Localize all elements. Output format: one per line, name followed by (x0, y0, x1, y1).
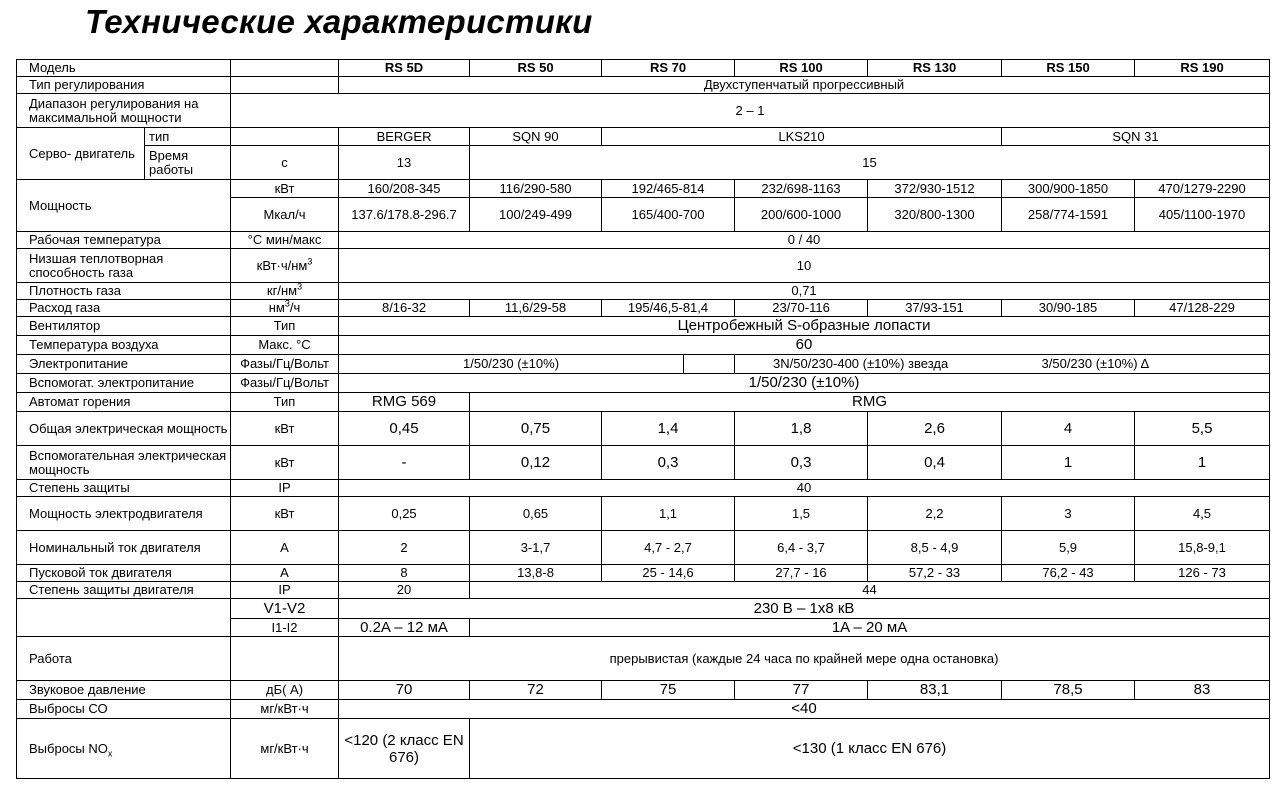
value-cell: 165/400-700 (602, 198, 735, 232)
regulation-type-row (17, 77, 1270, 94)
unit-cell: кВт (231, 180, 339, 198)
value-cell: 5,9 (1002, 531, 1135, 565)
value-cell: прерывистая (каждые 24 часа по крайней мере одна остановка) (339, 637, 1270, 681)
row-label: Тип регулирования (17, 77, 231, 94)
value-cell: 0,75 (470, 412, 602, 446)
header-row (17, 60, 1270, 77)
value-cell: 40 (339, 480, 1270, 497)
value-cell: 137.6/178.8-296.7 (339, 198, 470, 232)
value-cell: 78,5 (1002, 681, 1135, 700)
value-cell: 230 В – 1х8 кВ (339, 599, 1270, 619)
value-cell: 160/208-345 (339, 180, 470, 198)
unit-cell: Фазы/Гц/Вольт (231, 355, 339, 374)
model-header: RS 150 (1002, 60, 1135, 77)
value-cell: BERGER (339, 128, 470, 146)
value-cell: 20 (339, 582, 470, 599)
value-cell: 3-1,7 (470, 531, 602, 565)
value-cell: 76,2 - 43 (1002, 565, 1135, 582)
sound-row (17, 681, 1270, 700)
unit-cell: Тип (231, 393, 339, 412)
sub-label: Время работы (145, 146, 231, 180)
model-header: RS 50 (470, 60, 602, 77)
value-cell: 47/128-229 (1135, 300, 1270, 317)
unit-cell: А (231, 531, 339, 565)
value-cell: Центробежный S-образные лопасти (339, 317, 1270, 336)
total-power-row (17, 412, 1270, 446)
value-cell: 1,1 (602, 497, 735, 531)
value-cell: 57,2 - 33 (868, 565, 1002, 582)
unit-text: нм (268, 300, 285, 315)
power-supply-row (17, 355, 1270, 374)
row-label: Степень защиты двигателя (17, 582, 231, 599)
model-header: RS 5D (339, 60, 470, 77)
value-cell: Двухступенчатый прогрессивный (339, 77, 1270, 94)
value-cell: 232/698-1163 (735, 180, 868, 198)
gas-density-row (17, 283, 1270, 300)
unit-text: кВт·ч/нм (256, 257, 308, 273)
value-cell: 1/50/230 (±10%) (339, 374, 1270, 393)
value-cell: 100/249-499 (470, 198, 602, 232)
value-cell: SQN 90 (470, 128, 602, 146)
page-title: Технические характеристики (85, 3, 593, 40)
work-temp-row (17, 232, 1270, 249)
value-cell: 15,8-9,1 (1135, 531, 1270, 565)
value-cell: 8,5 - 4,9 (868, 531, 1002, 565)
value-cell: 6,4 - 3,7 (735, 531, 868, 565)
unit-cell (231, 637, 339, 681)
gas-flow-row (17, 300, 1270, 317)
value-cell: 30/90-185 (1002, 300, 1135, 317)
value-text: 1/50/230 (±10%) (463, 356, 560, 371)
value-cell: 0,45 (339, 412, 470, 446)
value-cell: 2,6 (868, 412, 1002, 446)
model-header: RS 70 (602, 60, 735, 77)
unit-cell: мг/кВт·ч (231, 719, 339, 779)
unit-cell: кВт (231, 412, 339, 446)
power-kw-row (17, 180, 1270, 198)
air-temp-row (17, 336, 1270, 355)
unit-sup: 3 (284, 299, 290, 309)
row-label: Вентилятор (17, 317, 231, 336)
value-cell: 1A – 20 мА (470, 619, 1270, 637)
row-label: Выбросы СО (17, 700, 231, 719)
unit-cell: Мкал/ч (231, 198, 339, 232)
row-label (17, 719, 231, 779)
servo-type-row (17, 128, 1270, 146)
aux-supply-row (17, 374, 1270, 393)
value-cell: 1,5 (735, 497, 868, 531)
unit-cell: кВт (231, 497, 339, 531)
start-current-row (17, 565, 1270, 582)
value-cell: 4,7 - 2,7 (602, 531, 735, 565)
row-label: Автомат горения (17, 393, 231, 412)
row-label: Температура воздуха (17, 336, 231, 355)
value-cell: 75 (602, 681, 735, 700)
unit-cell: кВт (231, 446, 339, 480)
motor-protection-row (17, 582, 1270, 599)
value-cell: 195/46,5-81,4 (602, 300, 735, 317)
lower-heat-row (17, 249, 1270, 283)
value-cell: 3 (1002, 497, 1135, 531)
value-cell: 1 (1002, 446, 1135, 480)
row-label: Вспомогательная электрическая мощность (17, 446, 231, 480)
unit-cell (231, 283, 339, 300)
value-cell: 0,25 (339, 497, 470, 531)
value-cell: 77 (735, 681, 868, 700)
unit-cell: Тип (231, 317, 339, 336)
unit-cell: с (231, 146, 339, 180)
protection-row (17, 480, 1270, 497)
co-row (17, 700, 1270, 719)
model-header: RS 190 (1135, 60, 1270, 77)
value-cell: 0,71 (339, 283, 1270, 300)
aux-power-row (17, 446, 1270, 480)
value-cell: LKS210 (602, 128, 1002, 146)
value-cell: 83,1 (868, 681, 1002, 700)
value-cell: 15 (470, 146, 1270, 180)
value-cell: 0,3 (602, 446, 735, 480)
value-cell: 192/465-814 (602, 180, 735, 198)
row-label: Мощность электродвигателя (17, 497, 231, 531)
v1v2-row (17, 599, 1270, 619)
label-sub: x (107, 748, 113, 759)
value-cell: - (339, 446, 470, 480)
value-cell: 3N/50/230-400 (±10%) звезда (735, 355, 1002, 374)
row-label (17, 599, 231, 637)
value-cell: 320/800-1300 (868, 198, 1002, 232)
unit-cell: Макс. °С (231, 336, 339, 355)
value-cell: 8/16-32 (339, 300, 470, 317)
unit-cell: °С мин/макс (231, 232, 339, 249)
range-row (17, 94, 1270, 128)
nominal-current-row (17, 531, 1270, 565)
value-cell: 470/1279-2290 (1135, 180, 1270, 198)
label-text: Выбросы NO (29, 740, 108, 756)
value-cell: 2,2 (868, 497, 1002, 531)
value-cell: 13,8-8 (470, 565, 602, 582)
row-label: Рабочая температура (17, 232, 231, 249)
unit-cell: мг/кВт·ч (231, 700, 339, 719)
row-label: Низшая теплотворная способность газа (17, 249, 231, 283)
row-label: Вспомогат. электропитание (17, 374, 231, 393)
flame-control-row (17, 393, 1270, 412)
value-cell: 0,3 (735, 446, 868, 480)
sub-label: тип (145, 128, 231, 146)
value-cell: 8 (339, 565, 470, 582)
unit-cell: А (231, 565, 339, 582)
value-cell: <40 (339, 700, 1270, 719)
value-cell: 60 (339, 336, 1270, 355)
value-cell: 0,4 (868, 446, 1002, 480)
nox-row (17, 719, 1270, 779)
row-label: Серво- двигатель (17, 128, 145, 180)
unit-cell: I1-I2 (231, 619, 339, 637)
value-cell: <120 (2 класс EN 676) (339, 719, 470, 779)
value-cell: 37/93-151 (868, 300, 1002, 317)
value-cell: 27,7 - 16 (735, 565, 868, 582)
value-cell: 4,5 (1135, 497, 1270, 531)
row-label: Общая электрическая мощность (17, 412, 231, 446)
value-cell: 1 (1135, 446, 1270, 480)
unit-tail: /ч (289, 300, 301, 315)
value-cell: 2 – 1 (231, 94, 1270, 128)
value-cell: RMG (470, 393, 1270, 412)
unit-sup: 3 (307, 256, 313, 267)
value-cell: 72 (470, 681, 602, 700)
row-label: Расход газа (17, 300, 231, 317)
value-cell: 70 (339, 681, 470, 700)
value-cell: 25 - 14,6 (602, 565, 735, 582)
unit-cell (231, 77, 339, 94)
row-label: Номинальный ток двигателя (17, 531, 231, 565)
fan-row (17, 317, 1270, 336)
value-cell: 0,12 (470, 446, 602, 480)
row-label: Электропитание (17, 355, 231, 374)
row-label: Мощность (17, 180, 231, 232)
value-cell: 258/774-1591 (1002, 198, 1135, 232)
value-cell: 1,8 (735, 412, 868, 446)
value-cell: SQN 31 (1002, 128, 1270, 146)
value-cell: 83 (1135, 681, 1270, 700)
value-cell: 116/290-580 (470, 180, 602, 198)
row-label: Степень защиты (17, 480, 231, 497)
servo-time-row (17, 146, 1270, 180)
header-unit-cell (231, 60, 339, 77)
row-label: Звуковое давление (17, 681, 231, 700)
unit-cell: дБ( А) (231, 681, 339, 700)
unit-text: кг/нм (266, 283, 298, 298)
value-cell: 372/930-1512 (868, 180, 1002, 198)
value-cell: 1,4 (602, 412, 735, 446)
row-label: Работа (17, 637, 231, 681)
operation-row (17, 637, 1270, 681)
header-label: Модель (17, 60, 231, 77)
value-cell: 0 / 40 (339, 232, 1270, 249)
value-cell: 10 (339, 249, 1270, 283)
value-cell: <130 (1 класс EN 676) (470, 719, 1270, 779)
motor-power-row (17, 497, 1270, 531)
value-cell: 2 (339, 531, 470, 565)
value-cell: 126 - 73 (1135, 565, 1270, 582)
value-cell: 405/1100-1970 (1135, 198, 1270, 232)
value-cell: 23/70-116 (735, 300, 868, 317)
unit-cell (231, 300, 339, 317)
unit-cell (231, 249, 339, 283)
value-cell (339, 355, 735, 374)
value-cell: 5,5 (1135, 412, 1270, 446)
unit-cell: IP (231, 582, 339, 599)
row-label: Диапазон регулирования на максимальной мощности (17, 94, 231, 128)
value-cell: 13 (339, 146, 470, 180)
value-cell: 0,65 (470, 497, 602, 531)
cell-divider (683, 355, 684, 374)
unit-cell: IP (231, 480, 339, 497)
value-cell: 4 (1002, 412, 1135, 446)
row-label: Пусковой ток двигателя (17, 565, 231, 582)
value-cell: RMG 569 (339, 393, 470, 412)
unit-cell (231, 128, 339, 146)
unit-sup: 3 (297, 282, 303, 292)
value-cell: 200/600-1000 (735, 198, 868, 232)
spec-table (16, 59, 1270, 779)
value-cell: 44 (470, 582, 1270, 599)
value-cell: 11,6/29-58 (470, 300, 602, 317)
row-label: Плотность газа (17, 283, 231, 300)
value-cell: 0.2A – 12 мА (339, 619, 470, 637)
value-cell: 3/50/230 (±10%) Δ (1002, 355, 1270, 374)
unit-cell: V1-V2 (231, 599, 339, 619)
value-cell: 300/900-1850 (1002, 180, 1135, 198)
unit-cell: Фазы/Гц/Вольт (231, 374, 339, 393)
model-header: RS 100 (735, 60, 868, 77)
model-header: RS 130 (868, 60, 1002, 77)
